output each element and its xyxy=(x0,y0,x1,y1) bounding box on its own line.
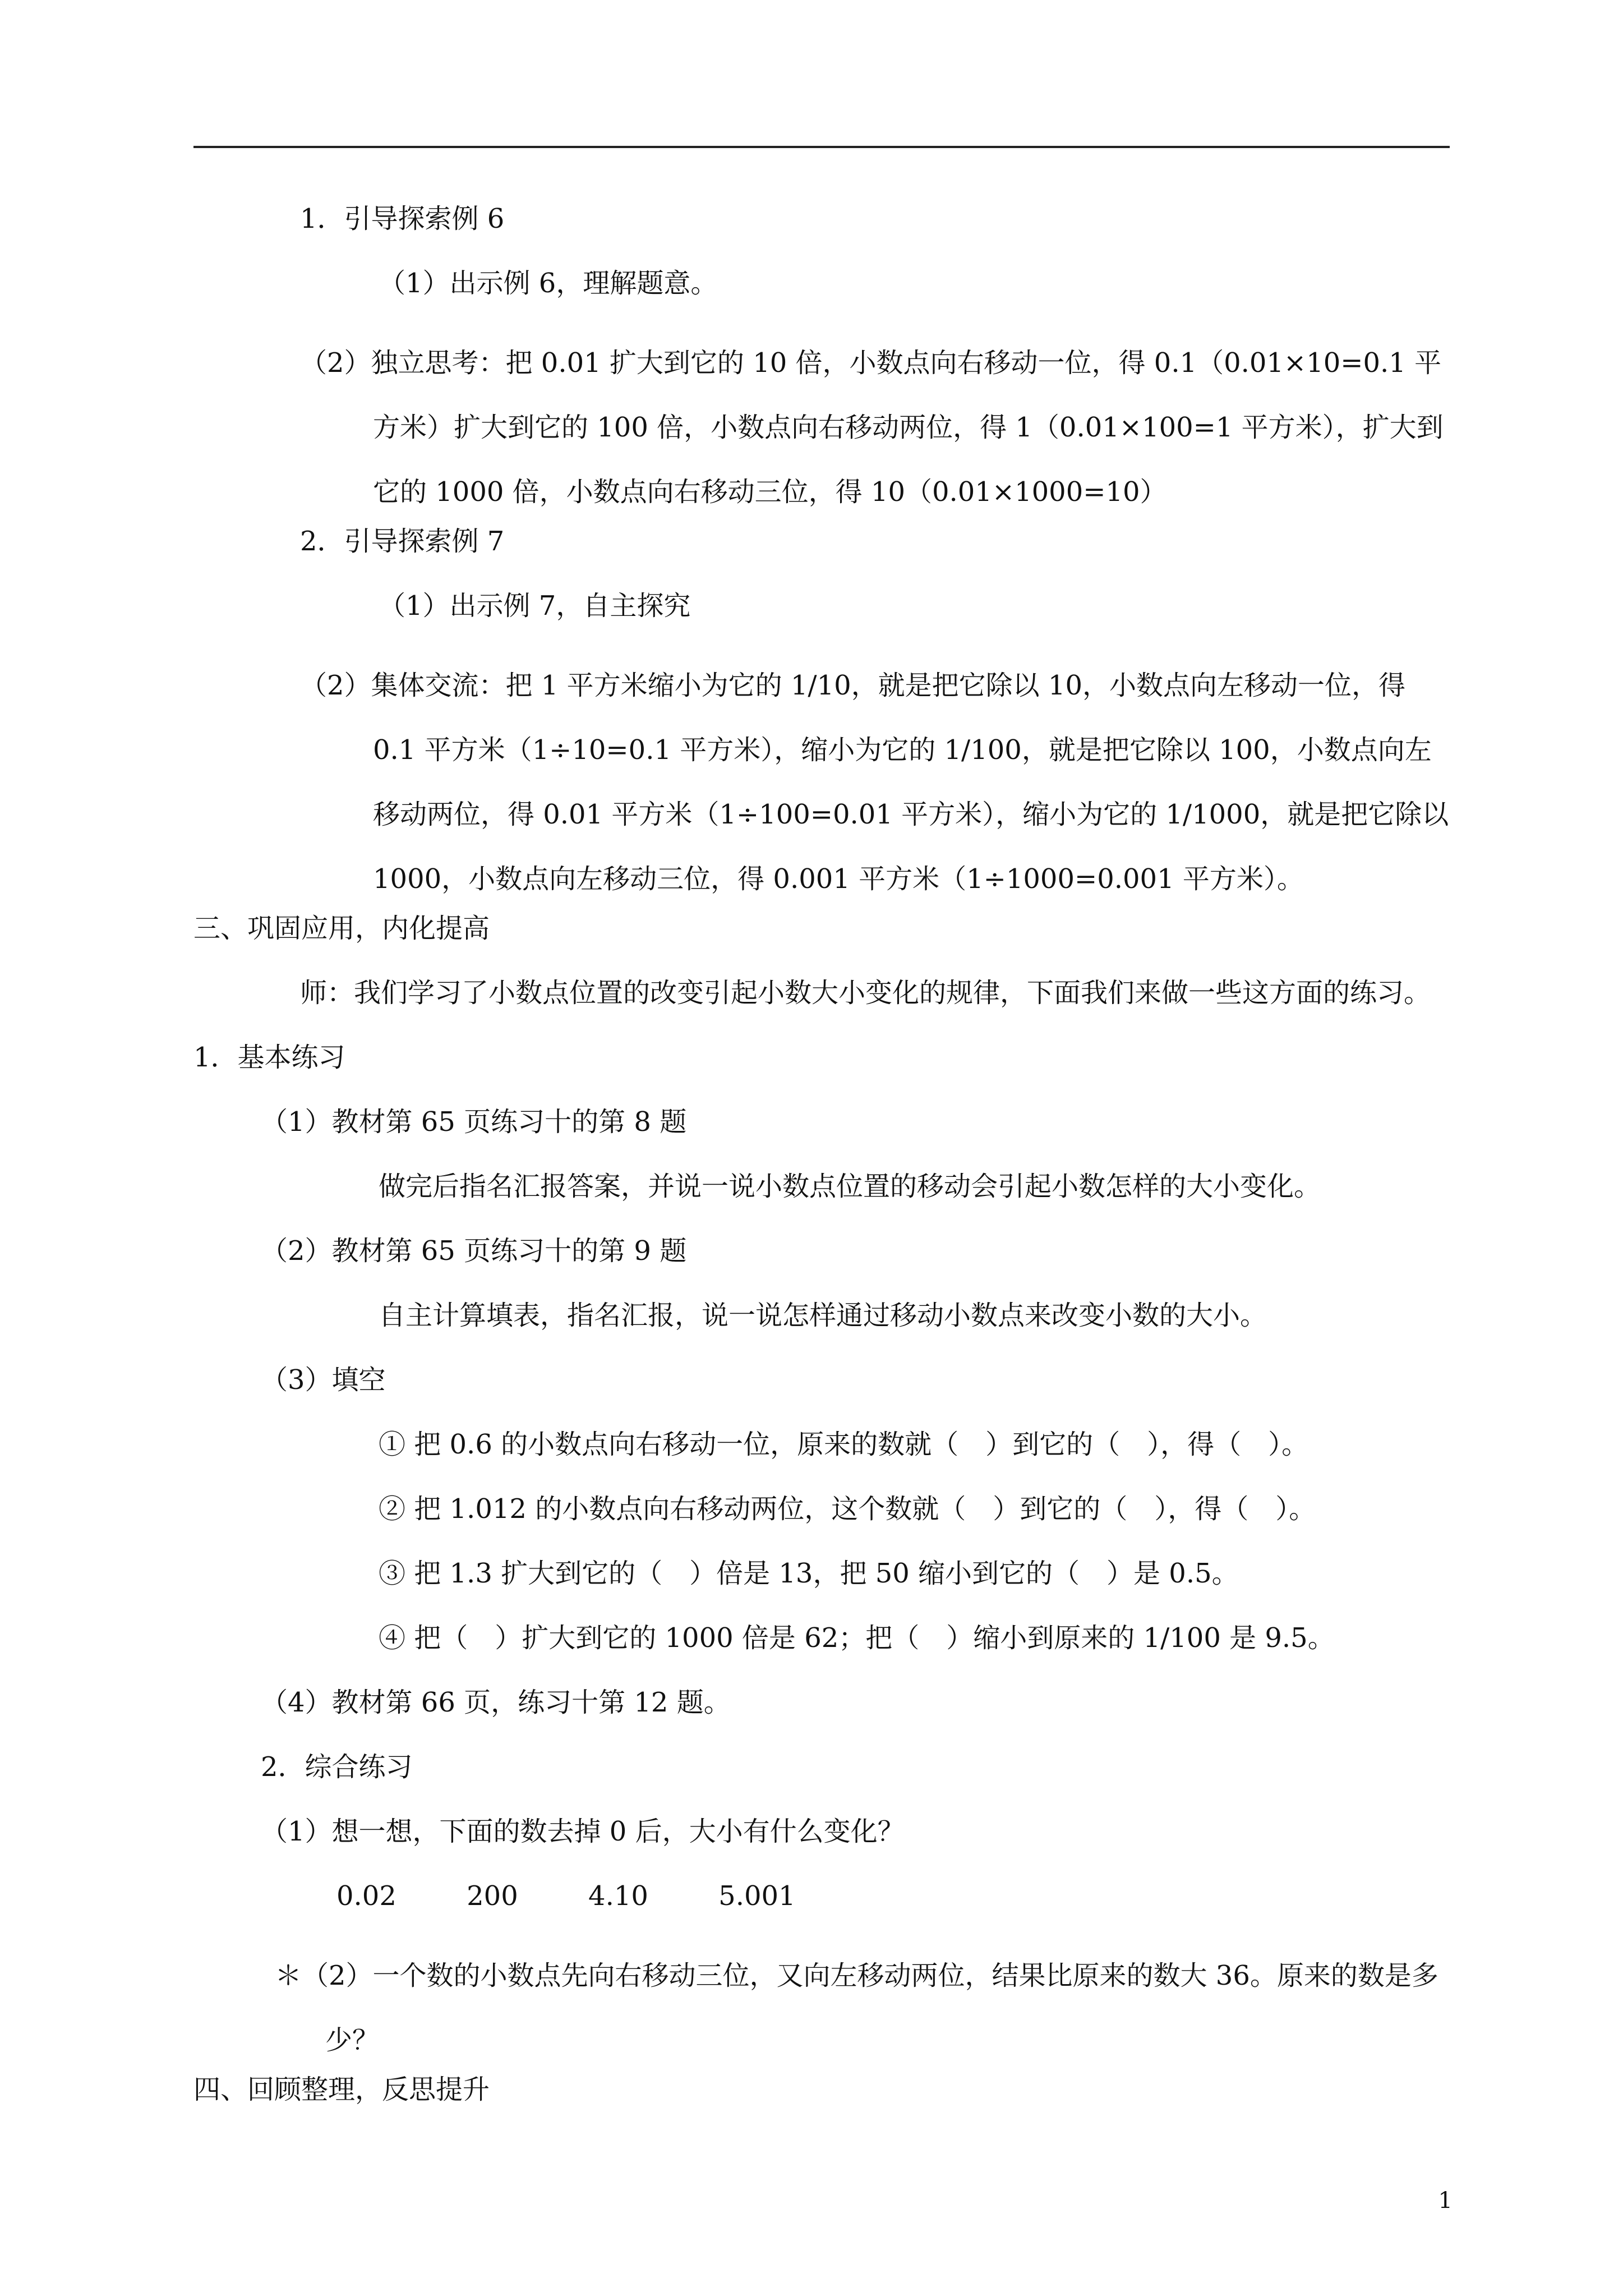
number-list xyxy=(193,1879,1455,1944)
paragraph: （1）出示例 6，理解题意。 xyxy=(379,268,718,299)
paragraph xyxy=(193,331,1455,524)
paragraph xyxy=(193,654,1455,912)
section-heading: 1．引导探索例 6 xyxy=(300,203,505,234)
exercise-item: （1）教材第 65 页练习十的第 8 题 xyxy=(261,1106,687,1138)
fill-blank-item: ② 把 1.012 的小数点向右移动两位，这个数就（ ）到它的（ ），得（ ）。 xyxy=(379,1493,1316,1525)
document-body xyxy=(193,202,1455,2137)
paragraph: 做完后指名汇报答案，并说一说小数点位置的移动会引起小数怎样的大小变化。 xyxy=(379,1171,1321,1202)
page-number: 1 xyxy=(1438,2188,1453,2214)
exercise-item: （3）填空 xyxy=(261,1364,386,1396)
number-item: 5.001 xyxy=(718,1880,796,1912)
exercise-item xyxy=(193,1944,1455,2073)
section-heading: 1．基本练习 xyxy=(193,1042,345,1073)
number-item: 4.10 xyxy=(588,1880,648,1912)
paragraph-text: （2）独立思考：把 0.01 扩大到它的 10 倍，小数点向右移动一位，得 0.1（0.01×10=0.1 平方米）扩大到它的 100 倍，小数点向右移动两位，得 1（0.01×100=1 平方米），扩大到它的 1000 倍，小数点向右移动三位，得 10（0.01×1000=10） xyxy=(300,347,1444,508)
paragraph: （1）出示例 7，自主探究 xyxy=(379,590,691,622)
chapter-heading: 四、回顾整理，反思提升 xyxy=(193,2074,490,2105)
number-item: 0.02 xyxy=(336,1880,396,1912)
fill-blank-item: ① 把 0.6 的小数点向右移动一位，原来的数就（ ）到它的（ ），得（ ）。 xyxy=(379,1429,1309,1460)
chapter-heading: 三、巩固应用，内化提高 xyxy=(193,913,490,944)
fill-blank-item: ④ 把（ ）扩大到它的 1000 倍是 62；把（ ）缩小到原来的 1/100 是 9.5。 xyxy=(379,1622,1335,1654)
paragraph: 师：我们学习了小数点位置的改变引起小数大小变化的规律，下面我们来做一些这方面的练习。 xyxy=(300,977,1431,1009)
paragraph: 自主计算填表，指名汇报，说一说怎样通过移动小数点来改变小数的大小。 xyxy=(379,1300,1267,1331)
number-item: 200 xyxy=(467,1880,518,1912)
section-heading: 2．综合练习 xyxy=(261,1751,413,1783)
exercise-item: （1）想一想，下面的数去掉 0 后，大小有什么变化？ xyxy=(261,1816,905,1847)
paragraph-text: ＊（2）一个数的小数点先向右移动三位，又向左移动两位，结果比原来的数大 36。原来的数是多少？ xyxy=(275,1960,1438,2056)
header-rule xyxy=(193,146,1450,148)
exercise-item: （4）教材第 66 页，练习十第 12 题。 xyxy=(261,1687,731,1718)
section-heading: 2．引导探索例 7 xyxy=(300,526,505,557)
paragraph-text: （2）集体交流：把 1 平方米缩小为它的 1/10，就是把它除以 10，小数点向左移动一位，得 0.1 平方米（1÷10=0.1 平方米），缩小为它的 1/100，就是把它除以 100，小数点向左移动两位，得 0.01 平方米（1÷100=0.01 平方米），缩小为它的 1/1000，就是把它除以 1000，小数点向左移动三位，得 0.001 平方米（1÷1000=0.001 平方米）。 xyxy=(300,670,1449,895)
fill-blank-item: ③ 把 1.3 扩大到它的（ ）倍是 13，把 50 缩小到它的（ ）是 0.5。 xyxy=(379,1558,1239,1589)
exercise-item: （2）教材第 65 页练习十的第 9 题 xyxy=(261,1235,687,1267)
